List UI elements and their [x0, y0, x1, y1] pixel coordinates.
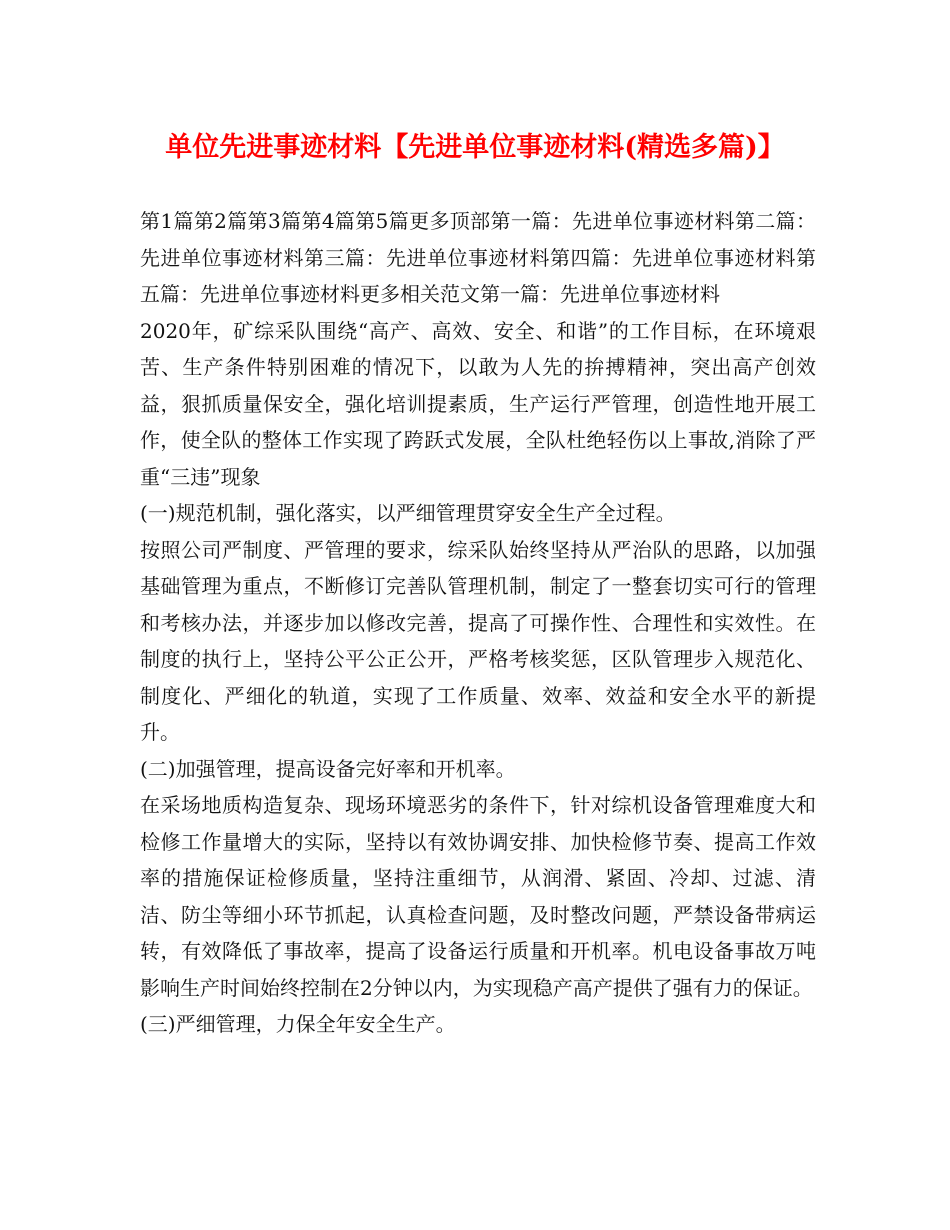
paragraph-toc: 第1篇第2篇第3篇第4篇第5篇更多顶部第一篇：先进单位事迹材料第二篇：先进单位事迹材料第三篇：先进单位事迹材料第四篇：先进单位事迹材料第五篇：先进单位事迹材料更多相关范文第一篇：先进单位事迹材料 — [140, 209, 816, 306]
paragraph-section-2: 在采场地质构造复杂、现场环境恶劣的条件下，针对综机设备管理难度大和检修工作量增大的实际，坚持以有效协调安排、加快检修节奏、提高工作效率的措施保证检修质量，坚持注重细节，从润滑、紧固、冷却、过滤、清洁、防尘等细小环节抓起，认真检查问题，及时整改问题，严禁设备带病运转，有效降低了事故率，提高了设备运行质量和开机率。机电设备事故万吨影响生产时间始终控制在2分钟以内，为实现稳产高产提供了强有力的保证。 — [140, 793, 816, 1000]
paragraph-section-1: 按照公司严制度、严管理的要求，综采队始终坚持从严治队的思路，以加强基础管理为重点，不断修订完善队管理机制，制定了一整套切实可行的管理和考核办法，并逐步加以修改完善，提高了可操作性、合理性和实效性。在制度的执行上，坚持公平公正公开，严格考核奖惩，区队管理步入规范化、制度化、严细化的轨道，实现了工作质量、效率、效益和安全水平的新提升。 — [140, 537, 816, 744]
document-title: 单位先进事迹材料【先进单位事迹材料(精选多篇)】 — [165, 132, 785, 163]
document-body — [140, 203, 816, 1043]
section-heading-1: (一)规范机制，强化落实，以严细管理贯穿安全生产全过程。 — [140, 501, 676, 525]
paragraph-intro: 2020年，矿综采队围绕“高产、高效、安全、和谐”的工作目标，在环境艰苦、生产条件特别困难的情况下，以敢为人先的拚搏精神，突出高产创效益，狠抓质量保安全，强化培训提素质，生产运行严管理，创造性地开展工作，使全队的整体工作实现了跨跃式发展，全队杜绝轻伤以上事故,消除了严重“三违”现象 — [140, 318, 816, 489]
section-heading-3: (三)严细管理，力保全年安全生产。 — [140, 1012, 456, 1036]
section-heading-2: (二)加强管理，提高设备完好率和开机率。 — [140, 756, 516, 781]
